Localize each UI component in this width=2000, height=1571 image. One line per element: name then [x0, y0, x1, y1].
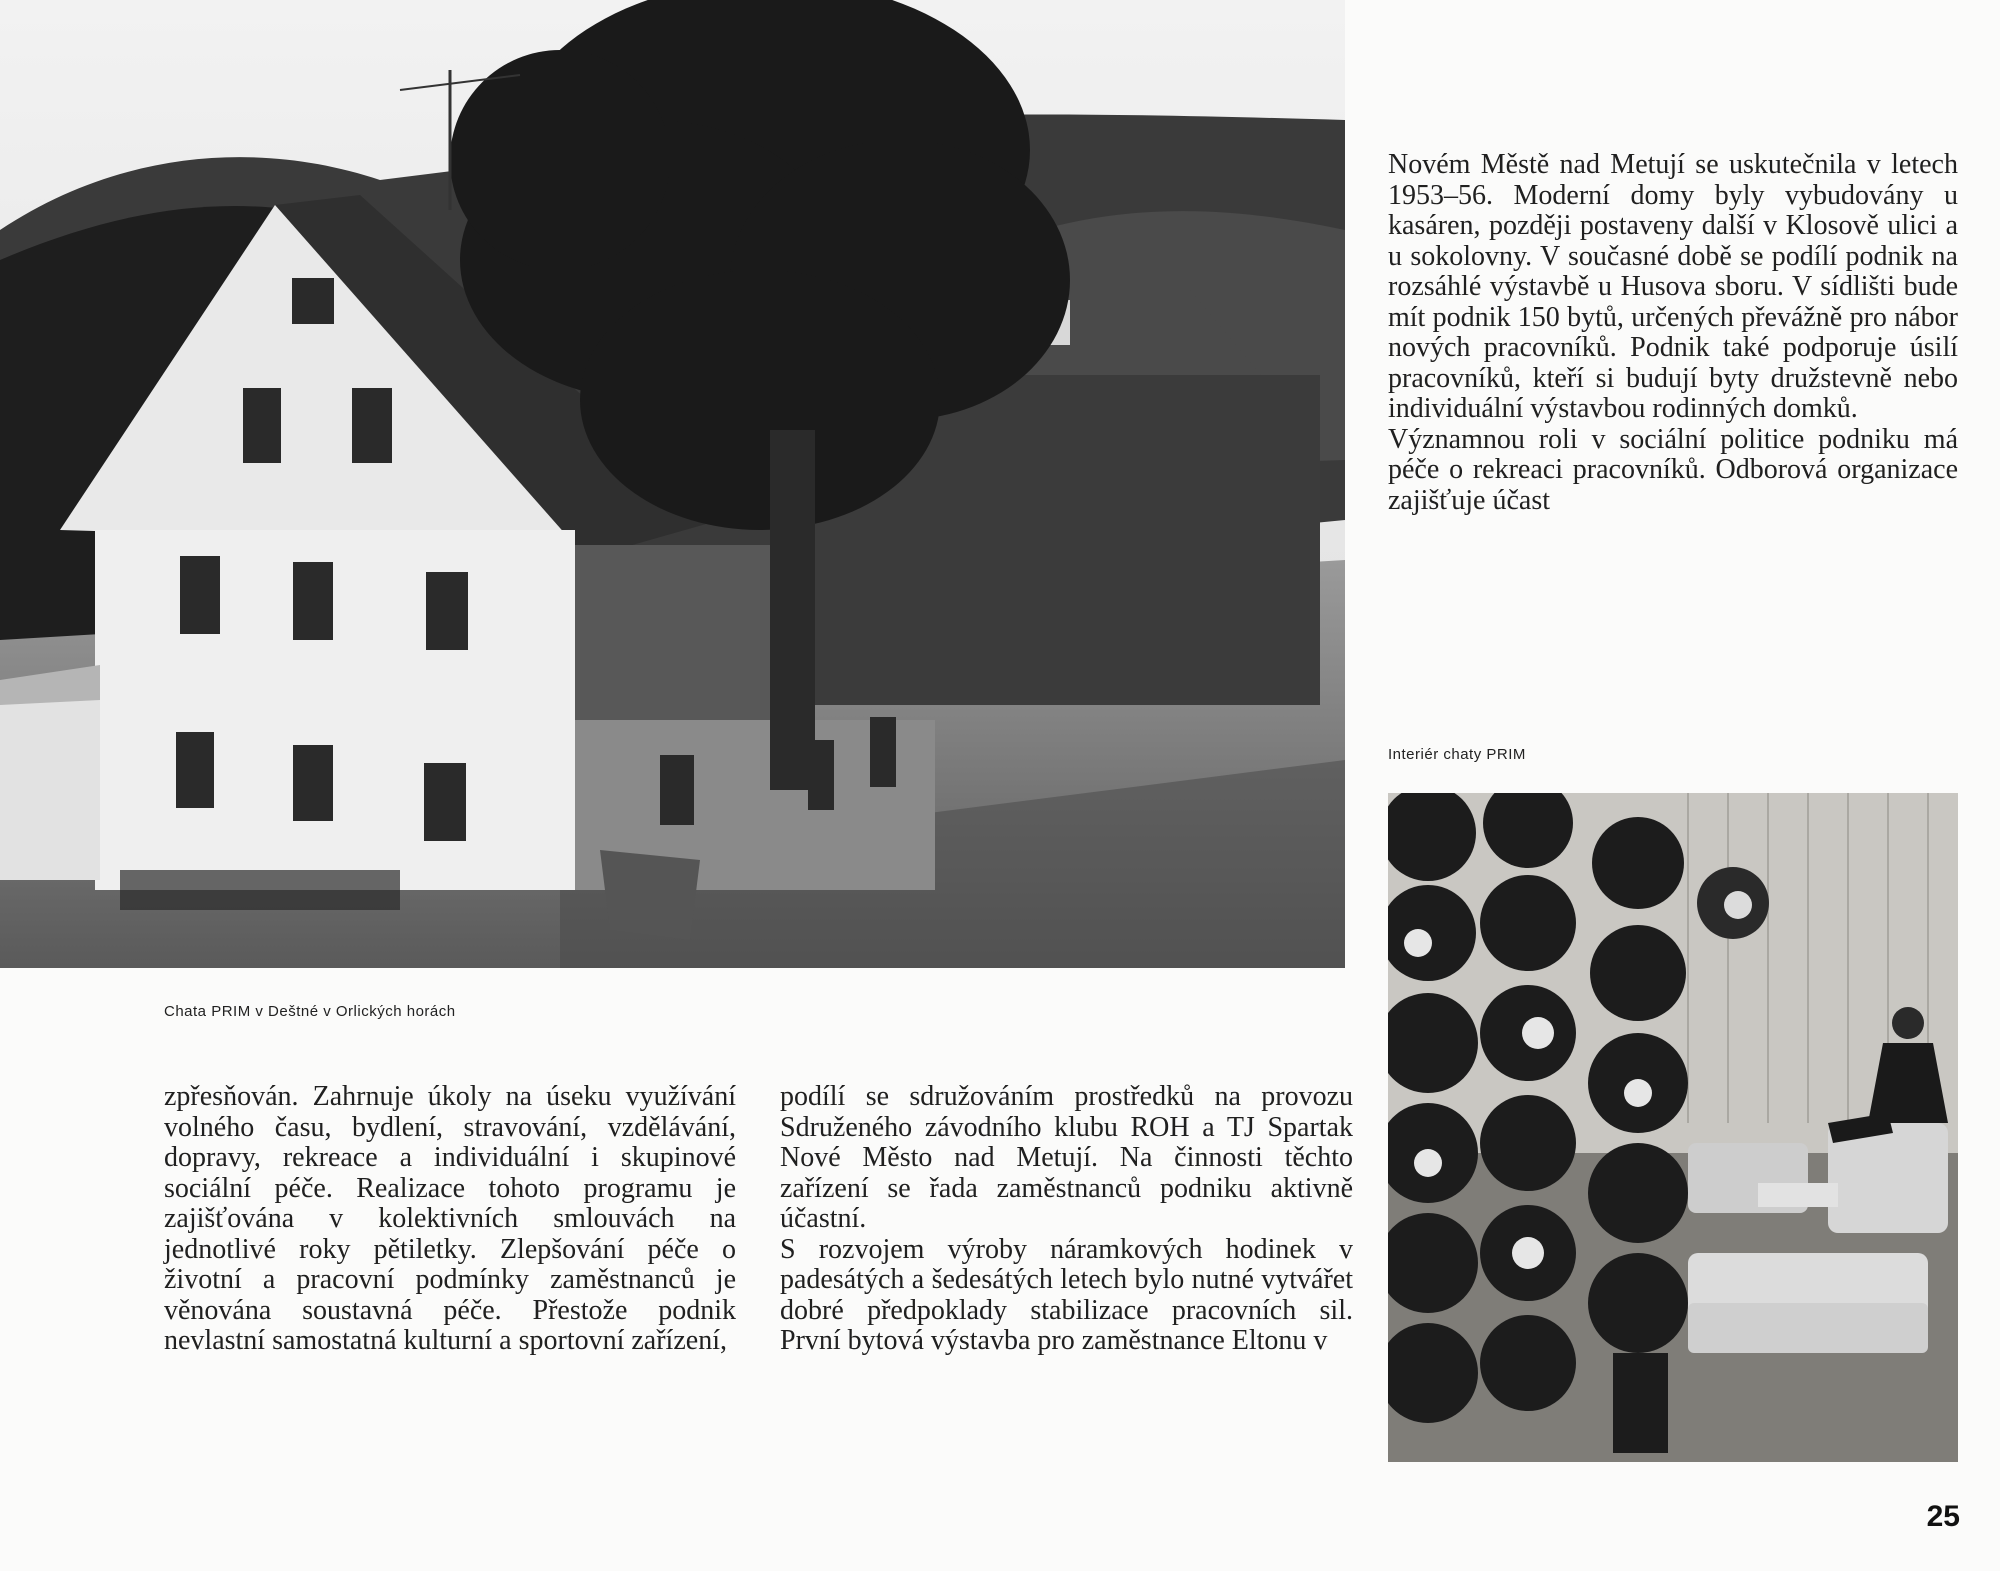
chalet-photo — [0, 0, 1345, 968]
paragraph: S rozvojem výroby náramkových hodinek v padesátých a šedesátých letech bylo nutné vytvářet dobré předpoklady stabilizace pracovních sil. První bytová výstavba pro zaměstnance Eltonu v — [780, 1233, 1353, 1356]
paragraph: Novém Městě nad Metují se uskutečnila v letech 1953–56. Moderní domy byly vybudovány u kasáren, později postaveny další v Klosově ulici a u sokolovny. V současné době se podílí podnik na rozsáhlé výstavbě u Husova sboru. V sídlišti bude mít podnik 150 bytů, určených převážně pro nábor nových pracovníků. Podnik také podporuje úsilí pracovníků, kteří si budují byty družstevně nebo individuální výstavbou rodinných domků. — [1388, 149, 1958, 424]
page-number: 25 — [1926, 1500, 1960, 1533]
paragraph: Významnou roli v sociální politice podniku má péče o rekreaci pracovníků. Odborová organizace zajišťuje účast — [1388, 423, 1958, 516]
bottom-left-column-text — [164, 1082, 736, 1357]
chalet-photo-drawing — [0, 0, 1345, 968]
right-column-text — [1388, 150, 1958, 516]
paragraph: podílí se sdružováním prostředků na provozu Sdruženého závodního klubu ROH a TJ Spartak Nové Město nad Metují. Na činnosti těchto zařízení se řada zaměstnanců podniku aktivně účastní. — [780, 1081, 1353, 1234]
interior-photo-caption: Interiér chaty PRIM — [1388, 746, 1526, 763]
bottom-middle-column-text — [780, 1082, 1353, 1357]
chalet-photo-caption: Chata PRIM v Deštné v Orlických horách — [164, 1003, 456, 1020]
interior-photo — [1388, 793, 1958, 1462]
paragraph: zpřesňován. Zahrnuje úkoly na úseku využívání volného času, bydlení, stravování, vzdělávání, dopravy, rekreace a individuální i skupinové sociální péče. Realizace tohoto programu je zajišťována v kolektivních smlouvách na jednotlivé roky pětiletky. Zlepšování péče o životní a pracovní podmínky zaměstnanců je věnována soustavná péče. Přestože podnik nevlastní samostatná kulturní a sportovní zařízení, — [164, 1081, 736, 1356]
interior-photo-drawing — [1388, 793, 1958, 1462]
